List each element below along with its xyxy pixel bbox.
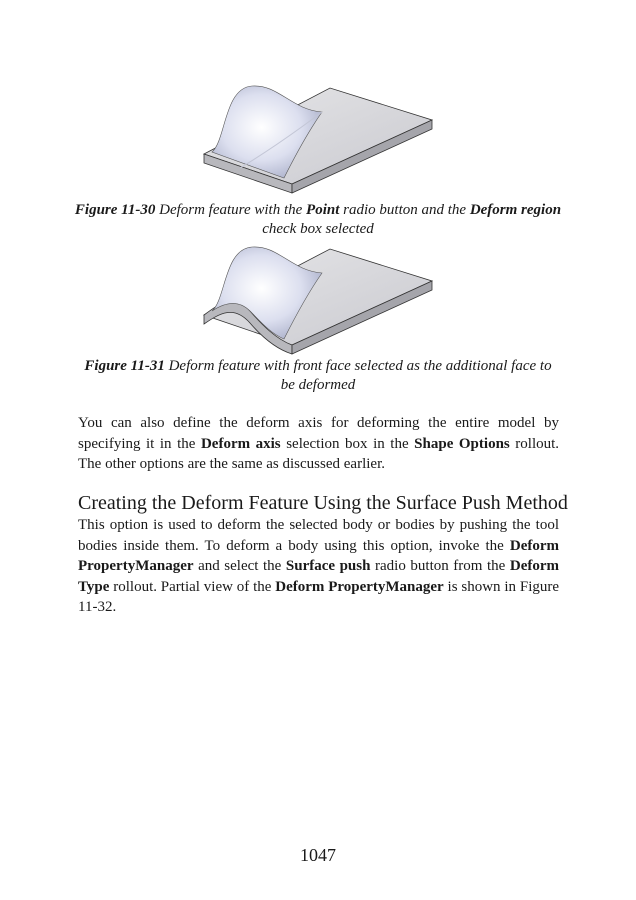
figure-11-30-image [200, 80, 440, 195]
section-heading: Creating the Deform Feature Using the Surface Push Method [78, 492, 568, 514]
body-text: rollout. Partial view of the [113, 578, 272, 595]
paragraph-deform-axis [78, 413, 559, 475]
figure-label: Figure 11-30 [74, 202, 156, 218]
body-text: is shown in Figure 11-32. [78, 578, 560, 615]
caption-text: radio button and the [343, 202, 467, 218]
figure-11-31-image [200, 241, 440, 356]
figure-label: Figure 11-31 [84, 358, 165, 374]
body-text: rollout. The other options are the same as discussed earlier. [78, 435, 560, 472]
figure-11-31-caption [60, 357, 576, 395]
ui-term: Deform PropertyManager [78, 537, 560, 574]
body-text: selection box in the [286, 435, 409, 452]
ui-term: Shape Options [414, 435, 510, 452]
caption-text: Deform feature with the [159, 202, 303, 218]
caption-text: Deform feature with front face selected as the additional face to be deformed [168, 358, 552, 393]
ui-term: Deform axis [200, 435, 281, 452]
caption-bold: Point [306, 202, 340, 218]
caption-text: check box selected [262, 221, 374, 237]
page-number: 1047 [300, 845, 336, 865]
paragraph-surface-push [78, 515, 559, 618]
ui-term: Deform Type [78, 558, 560, 595]
caption-bold: Deform region [469, 202, 562, 218]
body-text: You can also define the deform axis for deforming the entire model by specifying it in the [78, 415, 559, 452]
ui-term: Deform PropertyManager [275, 578, 444, 595]
body-text: radio button from the [375, 558, 506, 574]
ui-term: Surface push [285, 558, 371, 574]
body-text: This option is used to deform the selected body or bodies by pushing the tool bodies inside them. To deform a body using this option, invoke the [78, 517, 559, 554]
body-text: and select the [198, 558, 282, 574]
figure-11-30-caption [60, 201, 576, 239]
